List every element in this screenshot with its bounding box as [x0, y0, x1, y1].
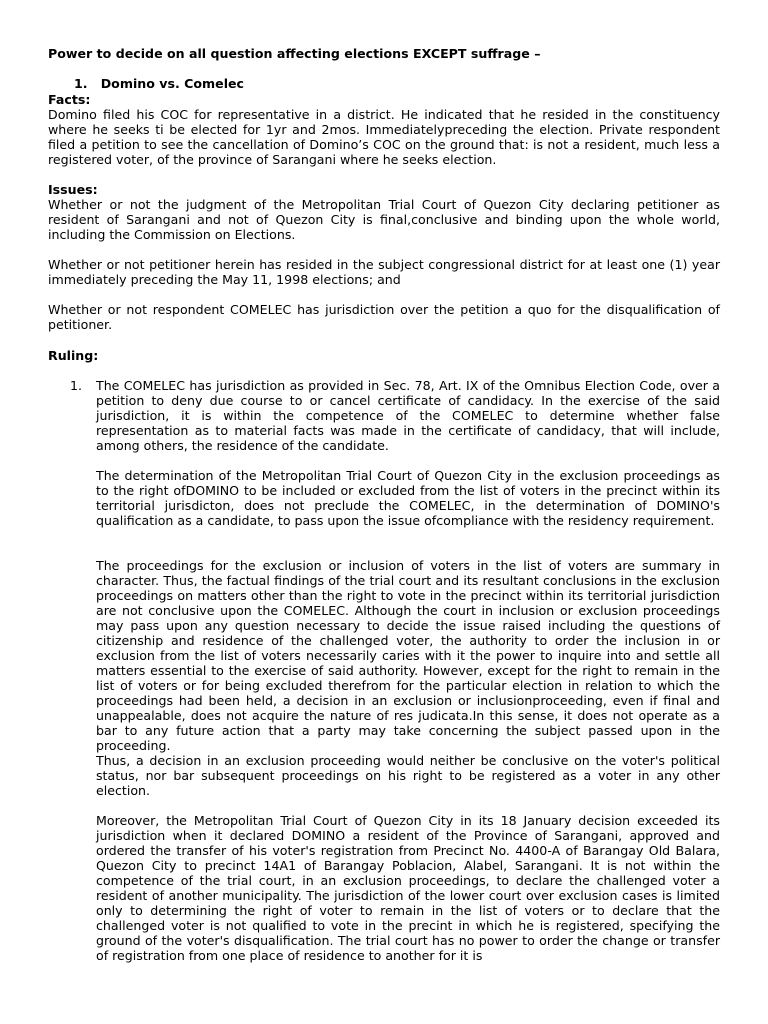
issue-paragraph: Whether or not respondent COMELEC has jurisdiction over the petition a quo for the disqualification of petitioner.: [48, 302, 720, 332]
case-number: 1.: [74, 76, 88, 91]
ruling-item-number: 1.: [70, 378, 83, 393]
facts-text: Domino filed his COC for representative in a district. He indicated that he resided in the constituency where he seeks ti be elected for 1yr and 2mos. Immediatelypreceding the election. Private respondent filed a petition to see the cancellation of Domino’s COC on the ground that: is not a resident, much less a registered voter, of the province of Sarangani where he seeks election.: [48, 107, 720, 167]
facts-label: Facts:: [48, 92, 91, 107]
case-title: [74, 76, 244, 91]
facts-section: [48, 92, 720, 167]
issues-section: [48, 182, 720, 242]
ruling-paragraph: The proceedings for the exclusion or inclusion of voters in the list of voters are summary in character. Thus, the factual findings of the trial court and its resultant conclusions in the exclusion proceedings on matters other than the right to vote in the precinct within its territorial jurisdiction are not conclusive upon the COMELEC. Although the court in inclusion or exclusion proceedings may pass upon any question necessary to decide the issue raised including the questions of citizenship and residence of the challenged voter, the authority to order the inclusion in or exclusion from the list of voters necessarily caries with it the power to inquire into and settle all matters essential to the exercise of said authority. However, except for the right to remain in the list of voters or for being excluded therefrom for the particular election in relation to which the proceedings had been held, a decision in an exclusion or inclusionproceeding, even if final and unappealable, does not acquire the nature of res judicata.In this sense, it does not operate as a bar to any future action that a party may take concerning the subject passed upon in the proceeding.: [96, 558, 720, 753]
issue-block: [48, 257, 720, 287]
section-heading: Power to decide on all question affecting elections EXCEPT suffrage –: [48, 46, 541, 61]
case-name: Domino vs. Comelec: [100, 76, 245, 91]
ruling-paragraph: The COMELEC has jurisdiction as provided in Sec. 78, Art. IX of the Omnibus Election Code, over a petition to deny due course to or cancel certificate of candidacy. In the exercise of the said jurisdiction, it is within the competence of the COMELEC to determine whether false representation as to material facts was made in the certificate of candidacy, that will include, among others, the residence of the candidate.: [96, 378, 720, 453]
ruling-paragraph: The determination of the Metropolitan Trial Court of Quezon City in the exclusion proceedings as to the right ofDOMINO to be included or excluded from the list of voters in the precinct within its territorial jurisdicton, does not preclude the COMELEC, in the determination of DOMINO's qualification as a candidate, to pass upon the issue ofcompliance with the residency requirement.: [96, 468, 720, 528]
ruling-label: Ruling:: [48, 348, 99, 363]
issue-block: [48, 302, 720, 332]
ruling-heading-block: [48, 348, 720, 363]
ruling-paragraph: Moreover, the Metropolitan Trial Court of Quezon City in its 18 January decision exceeded its jurisdiction when it declared DOMINO a resident of the Province of Sarangani, approved and ordered the transfer of his voter's registration from Precinct No. 4400-A of Barangay Old Balara, Quezon City to precinct 14A1 of Barangay Poblacion, Alabel, Sarangani. It is not within the competence of the trial court, in an exclusion proceedings, to declare the challenged voter a resident of another municipality. The jurisdiction of the lower court over exclusion cases is limited only to determining the right of voter to remain in the list of voters or to declare that the challenged voter is not qualified to vote in the precint in which he is registered, specifying the ground of the voter's disqualification. The trial court has no power to order the change or transfer of registration from one place of residence to another for it is: [96, 813, 720, 963]
issue-paragraph: Whether or not petitioner herein has resided in the subject congressional district for at least one (1) year immediately preceding the May 11, 1998 elections; and: [48, 257, 720, 287]
ruling-paragraph: Thus, a decision in an exclusion proceeding would neither be conclusive on the voter's political status, nor bar subsequent proceedings on his right to be registered as a voter in any other election.: [96, 753, 720, 798]
issue-paragraph: Whether or not the judgment of the Metropolitan Trial Court of Quezon City declaring petitioner as resident of Sarangani and not of Quezon City is final,conclusive and binding upon the whole world, including the Commission on Elections.: [48, 197, 720, 242]
issues-label: Issues:: [48, 182, 98, 197]
